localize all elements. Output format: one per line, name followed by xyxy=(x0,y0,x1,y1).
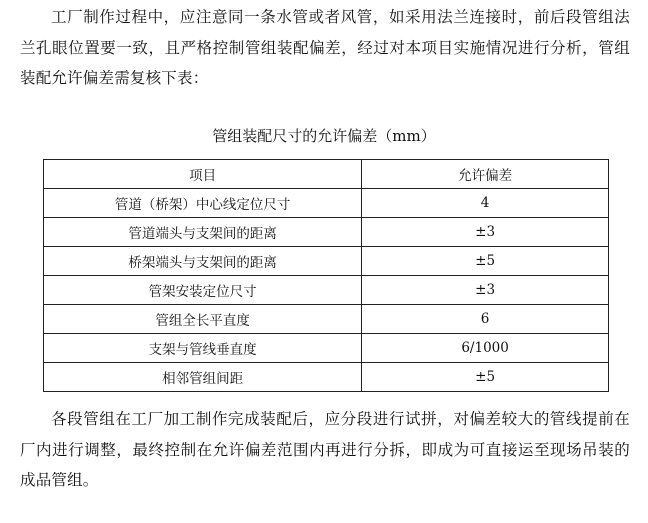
header-item: 项目 xyxy=(44,160,362,189)
row-tolerance: 4 xyxy=(362,189,609,218)
table-row xyxy=(44,363,609,392)
row-item: 桥架端头与支架间的距离 xyxy=(44,247,362,276)
table-header-row xyxy=(44,160,609,189)
table-row xyxy=(44,276,609,305)
outro-paragraph: 各段管组在工厂加工制作完成装配后，应分段进行试拼，对偏差较大的管线提前在厂内进行调整，最终控制在允许偏差范围内再进行分拆，即成为可直接运至现场吊装的成品管组。 xyxy=(20,410,630,489)
header-tolerance: 允许偏差 xyxy=(362,160,609,189)
row-item: 相邻管组间距 xyxy=(44,363,362,392)
row-item: 管架安装定位尺寸 xyxy=(44,276,362,305)
intro-paragraph: 工厂制作过程中，应注意同一条水管或者风管，如采用法兰连接时，前后段管组法兰孔眼位置要一致，且严格控制管组装配偏差，经过对本项目实施情况进行分析，管组装配允许偏差需复核下表： xyxy=(20,8,630,87)
table-caption: 管组装配尺寸的允许偏差（mm） xyxy=(212,127,436,145)
row-tolerance: ±5 xyxy=(362,363,609,392)
row-tolerance: 6 xyxy=(362,305,609,334)
table-row xyxy=(44,247,609,276)
row-tolerance: ±3 xyxy=(362,276,609,305)
row-item: 管组全长平直度 xyxy=(44,305,362,334)
tolerance-table xyxy=(43,159,609,392)
table-row xyxy=(44,189,609,218)
table-row xyxy=(44,334,609,363)
table-row xyxy=(44,305,609,334)
row-item: 支架与管线垂直度 xyxy=(44,334,362,363)
row-item: 管道端头与支架间的距离 xyxy=(44,218,362,247)
row-item: 管道（桥架）中心线定位尺寸 xyxy=(44,189,362,218)
row-tolerance: 6/1000 xyxy=(362,334,609,363)
table-row xyxy=(44,218,609,247)
row-tolerance: ±3 xyxy=(362,218,609,247)
row-tolerance: ±5 xyxy=(362,247,609,276)
